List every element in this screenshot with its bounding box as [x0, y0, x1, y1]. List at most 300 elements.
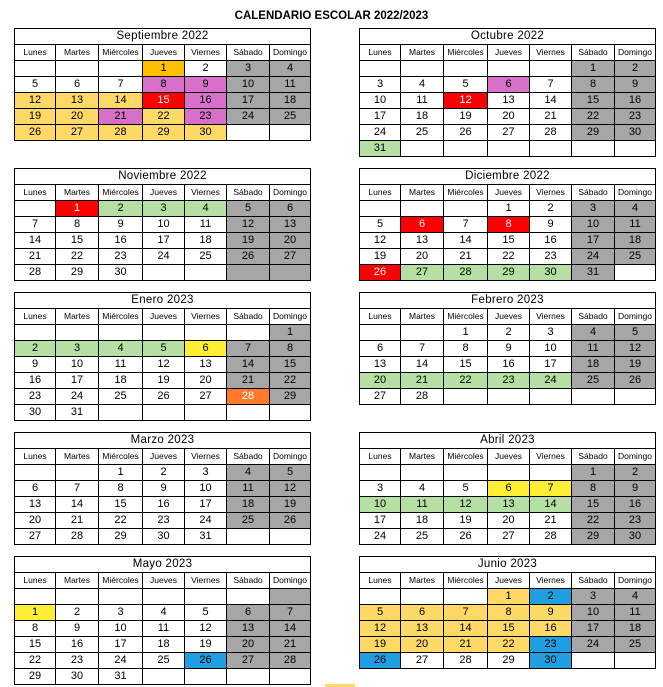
week-row [15, 109, 311, 125]
empty-cell [488, 465, 530, 481]
day-header: Jueves [143, 449, 185, 465]
week-row [15, 621, 311, 637]
day-cell: 19 [143, 373, 185, 389]
empty-cell [143, 325, 185, 341]
day-cell: 5 [185, 605, 227, 621]
week-row [360, 621, 656, 637]
week-row [15, 373, 311, 389]
day-cell: 13 [488, 497, 530, 513]
day-cell: 15 [444, 357, 488, 373]
day-cell: 25 [185, 249, 227, 265]
day-cell: 4 [615, 201, 656, 217]
week-row [15, 265, 311, 281]
day-cell: 12 [360, 621, 401, 637]
day-cell: 6 [360, 341, 401, 357]
day-cell: 1 [488, 201, 530, 217]
day-cell: 2 [530, 201, 572, 217]
day-cell: 21 [270, 637, 311, 653]
day-cell: 12 [185, 621, 227, 637]
empty-cell [488, 389, 530, 405]
day-cell: 22 [572, 109, 615, 125]
day-cell: 22 [488, 637, 530, 653]
day-cell: 3 [56, 341, 99, 357]
day-cell: 24 [530, 373, 572, 389]
month-title: Abril 2023 [360, 433, 656, 449]
day-cell: 27 [56, 125, 99, 141]
day-header: Sábado [227, 45, 270, 61]
day-cell: 25 [227, 513, 270, 529]
day-cell: 19 [360, 249, 401, 265]
day-header: Lunes [360, 185, 401, 201]
day-header: Sábado [572, 309, 615, 325]
empty-cell [270, 669, 311, 685]
day-cell: 11 [99, 357, 143, 373]
day-cell: 28 [99, 125, 143, 141]
day-cell: 21 [444, 249, 488, 265]
day-cell: 10 [530, 341, 572, 357]
empty-cell [360, 589, 401, 605]
day-cell: 10 [572, 217, 615, 233]
day-header: Miércoles [444, 185, 488, 201]
day-cell: 5 [444, 77, 488, 93]
week-row [15, 589, 311, 605]
day-cell: 17 [360, 513, 401, 529]
week-row [15, 529, 311, 545]
day-header: Viernes [185, 449, 227, 465]
day-cell: 8 [572, 77, 615, 93]
day-cell: 4 [401, 481, 444, 497]
day-cell: 14 [530, 497, 572, 513]
day-cell: 3 [360, 77, 401, 93]
day-cell: 23 [143, 513, 185, 529]
day-cell: 20 [15, 513, 56, 529]
week-row [360, 249, 656, 265]
day-cell: 21 [530, 109, 572, 125]
empty-cell [401, 589, 444, 605]
day-cell: 13 [360, 357, 401, 373]
day-header: Lunes [15, 309, 56, 325]
day-cell: 8 [99, 481, 143, 497]
day-cell: 25 [572, 373, 615, 389]
day-cell: 26 [444, 529, 488, 545]
empty-cell [530, 465, 572, 481]
week-row [15, 513, 311, 529]
day-cell: 20 [227, 637, 270, 653]
empty-cell [270, 405, 311, 421]
week-row [360, 233, 656, 249]
week-row [360, 125, 656, 141]
day-cell: 3 [99, 605, 143, 621]
day-cell: 23 [530, 249, 572, 265]
day-cell: 26 [270, 513, 311, 529]
day-cell: 4 [401, 77, 444, 93]
day-cell: 14 [56, 497, 99, 513]
day-cell: 22 [143, 109, 185, 125]
day-cell: 5 [227, 201, 270, 217]
day-cell: 16 [56, 637, 99, 653]
day-cell: 6 [488, 77, 530, 93]
day-cell: 15 [572, 93, 615, 109]
empty-cell [56, 589, 99, 605]
day-cell: 10 [360, 497, 401, 513]
empty-cell [615, 265, 656, 281]
day-cell: 16 [15, 373, 56, 389]
week-row [15, 481, 311, 497]
day-cell: 24 [143, 249, 185, 265]
day-cell: 31 [360, 141, 401, 157]
day-cell: 26 [143, 389, 185, 405]
day-cell: 19 [227, 233, 270, 249]
day-header: Lunes [360, 45, 401, 61]
day-cell: 17 [360, 109, 401, 125]
day-cell: 3 [572, 589, 615, 605]
day-cell: 30 [99, 265, 143, 281]
day-cell: 21 [530, 513, 572, 529]
day-cell: 14 [270, 621, 311, 637]
day-header: Domingo [615, 45, 656, 61]
empty-cell [143, 265, 185, 281]
empty-cell [360, 61, 401, 77]
day-header: Jueves [143, 573, 185, 589]
week-row [360, 529, 656, 545]
day-cell: 18 [270, 93, 311, 109]
page-title: CALENDARIO ESCOLAR 2022/2023 [234, 10, 429, 22]
empty-cell [401, 61, 444, 77]
day-cell: 27 [15, 529, 56, 545]
day-cell: 7 [15, 217, 56, 233]
day-cell: 12 [227, 217, 270, 233]
day-cell: 13 [270, 217, 311, 233]
day-header: Domingo [615, 309, 656, 325]
day-header: Lunes [15, 573, 56, 589]
day-header: Viernes [185, 573, 227, 589]
day-cell: 30 [56, 669, 99, 685]
day-header: Domingo [615, 185, 656, 201]
day-cell: 16 [488, 357, 530, 373]
day-cell: 8 [488, 605, 530, 621]
empty-cell [270, 125, 311, 141]
day-header: Domingo [270, 573, 311, 589]
day-cell: 7 [444, 605, 488, 621]
month-calendar [359, 28, 656, 157]
day-header: Domingo [270, 309, 311, 325]
day-cell: 26 [615, 373, 656, 389]
day-cell: 3 [227, 61, 270, 77]
day-header: Miércoles [99, 185, 143, 201]
day-header: Sábado [572, 185, 615, 201]
empty-cell [360, 325, 401, 341]
week-row [360, 217, 656, 233]
day-cell: 28 [227, 389, 270, 405]
day-cell: 25 [615, 249, 656, 265]
day-cell: 14 [99, 93, 143, 109]
day-header: Miércoles [99, 45, 143, 61]
day-cell: 21 [401, 373, 444, 389]
day-header: Viernes [530, 573, 572, 589]
empty-cell [444, 465, 488, 481]
day-cell [270, 265, 311, 281]
day-cell: 4 [227, 465, 270, 481]
month-title: Junio 2023 [360, 557, 656, 573]
day-cell [227, 265, 270, 281]
empty-cell [360, 465, 401, 481]
day-cell: 20 [56, 109, 99, 125]
day-cell: 23 [185, 109, 227, 125]
day-cell: 23 [615, 513, 656, 529]
empty-cell [99, 589, 143, 605]
day-cell: 9 [615, 481, 656, 497]
day-header: Viernes [185, 309, 227, 325]
day-cell: 2 [185, 61, 227, 77]
month-title: Noviembre 2022 [15, 169, 311, 185]
day-cell: 30 [530, 265, 572, 281]
day-cell: 28 [270, 653, 311, 669]
day-cell: 18 [401, 109, 444, 125]
day-header: Jueves [488, 185, 530, 201]
day-cell: 14 [227, 357, 270, 373]
day-cell: 8 [143, 77, 185, 93]
day-cell: 12 [270, 481, 311, 497]
empty-cell [15, 325, 56, 341]
day-cell: 10 [572, 605, 615, 621]
empty-cell [227, 669, 270, 685]
empty-cell [572, 389, 615, 405]
day-cell: 19 [15, 109, 56, 125]
day-header: Martes [401, 45, 444, 61]
day-cell: 7 [56, 481, 99, 497]
day-cell: 30 [185, 125, 227, 141]
day-cell: 16 [99, 233, 143, 249]
week-row [360, 141, 656, 157]
empty-cell [530, 389, 572, 405]
day-cell: 8 [444, 341, 488, 357]
day-cell: 23 [56, 653, 99, 669]
day-cell: 26 [360, 265, 401, 281]
month-calendar [14, 556, 311, 685]
empty-cell [185, 265, 227, 281]
day-cell: 5 [360, 217, 401, 233]
day-header: Sábado [227, 185, 270, 201]
week-row [15, 389, 311, 405]
day-header: Domingo [615, 449, 656, 465]
day-cell: 9 [185, 77, 227, 93]
week-row [360, 589, 656, 605]
day-cell: 24 [360, 529, 401, 545]
day-cell: 29 [99, 529, 143, 545]
day-cell: 27 [401, 265, 444, 281]
week-row [360, 513, 656, 529]
day-cell: 6 [185, 341, 227, 357]
day-header: Jueves [488, 309, 530, 325]
week-row [360, 109, 656, 125]
day-header: Miércoles [444, 449, 488, 465]
day-cell: 22 [99, 513, 143, 529]
day-cell: 24 [227, 109, 270, 125]
day-cell: 7 [227, 341, 270, 357]
day-cell: 24 [572, 637, 615, 653]
day-cell: 16 [530, 621, 572, 637]
day-cell: 23 [530, 637, 572, 653]
week-row [15, 357, 311, 373]
day-cell: 25 [615, 637, 656, 653]
day-cell: 23 [488, 373, 530, 389]
day-header: Viernes [530, 449, 572, 465]
day-cell: 6 [401, 217, 444, 233]
day-cell: 9 [99, 217, 143, 233]
day-cell: 20 [401, 249, 444, 265]
day-cell: 20 [488, 513, 530, 529]
day-header: Lunes [15, 45, 56, 61]
day-cell: 9 [15, 357, 56, 373]
day-cell: 30 [15, 405, 56, 421]
day-cell: 13 [15, 497, 56, 513]
day-cell: 5 [615, 325, 656, 341]
day-cell: 11 [143, 621, 185, 637]
day-header: Sábado [227, 309, 270, 325]
week-row [15, 669, 311, 685]
empty-cell [185, 405, 227, 421]
day-cell: 20 [488, 109, 530, 125]
month-calendar [359, 168, 656, 281]
day-cell: 31 [56, 405, 99, 421]
week-row [360, 637, 656, 653]
day-cell: 28 [444, 265, 488, 281]
day-cell: 29 [143, 125, 185, 141]
empty-cell [143, 589, 185, 605]
day-cell: 18 [615, 233, 656, 249]
day-cell: 19 [444, 513, 488, 529]
day-header: Miércoles [444, 45, 488, 61]
empty-cell [488, 61, 530, 77]
week-row [15, 325, 311, 341]
day-cell: 13 [401, 233, 444, 249]
day-cell: 16 [615, 497, 656, 513]
day-header: Miércoles [99, 309, 143, 325]
day-cell: 28 [15, 265, 56, 281]
day-cell: 29 [270, 389, 311, 405]
day-header: Jueves [488, 573, 530, 589]
day-cell: 29 [15, 669, 56, 685]
empty-cell [15, 201, 56, 217]
day-cell: 14 [15, 233, 56, 249]
day-header: Martes [401, 573, 444, 589]
day-header: Lunes [15, 449, 56, 465]
week-row [15, 125, 311, 141]
day-cell: 29 [572, 529, 615, 545]
week-row [360, 481, 656, 497]
day-cell: 2 [488, 325, 530, 341]
day-cell: 3 [530, 325, 572, 341]
day-cell: 5 [444, 481, 488, 497]
day-header: Lunes [360, 573, 401, 589]
empty-cell [401, 465, 444, 481]
day-header: Domingo [615, 573, 656, 589]
day-cell: 21 [56, 513, 99, 529]
empty-cell [615, 141, 656, 157]
day-cell: 6 [488, 481, 530, 497]
day-cell: 18 [99, 373, 143, 389]
day-cell: 27 [488, 125, 530, 141]
day-cell: 10 [99, 621, 143, 637]
day-cell: 22 [444, 373, 488, 389]
day-cell: 2 [15, 341, 56, 357]
day-header: Martes [56, 573, 99, 589]
day-cell: 25 [401, 529, 444, 545]
day-header: Jueves [143, 185, 185, 201]
day-cell: 27 [360, 389, 401, 405]
day-header: Sábado [572, 449, 615, 465]
day-cell: 1 [56, 201, 99, 217]
week-row [15, 201, 311, 217]
day-cell: 15 [99, 497, 143, 513]
empty-cell [401, 325, 444, 341]
empty-cell [444, 61, 488, 77]
day-cell: 11 [270, 77, 311, 93]
empty-cell [15, 589, 56, 605]
day-cell: 19 [185, 637, 227, 653]
day-cell: 25 [270, 109, 311, 125]
day-header: Martes [401, 185, 444, 201]
day-header: Jueves [143, 309, 185, 325]
day-cell: 14 [444, 621, 488, 637]
empty-cell [615, 653, 656, 669]
day-cell: 10 [227, 77, 270, 93]
day-header: Martes [56, 309, 99, 325]
empty-cell [227, 529, 270, 545]
day-cell: 30 [143, 529, 185, 545]
day-cell: 18 [143, 637, 185, 653]
day-header: Viernes [185, 45, 227, 61]
empty-cell [530, 141, 572, 157]
day-header: Jueves [488, 45, 530, 61]
empty-cell [444, 141, 488, 157]
day-cell: 6 [401, 605, 444, 621]
day-cell: 18 [401, 513, 444, 529]
day-cell: 31 [185, 529, 227, 545]
week-row [15, 605, 311, 621]
empty-cell [572, 141, 615, 157]
day-cell: 11 [401, 93, 444, 109]
day-cell: 25 [401, 125, 444, 141]
day-cell: 30 [530, 653, 572, 669]
week-row [360, 653, 656, 669]
week-row [15, 61, 311, 77]
day-header: Martes [401, 309, 444, 325]
week-row [15, 637, 311, 653]
day-header: Lunes [15, 185, 56, 201]
day-cell: 10 [185, 481, 227, 497]
day-header: Miércoles [444, 309, 488, 325]
day-cell: 17 [185, 497, 227, 513]
day-cell: 29 [56, 265, 99, 281]
empty-cell [185, 589, 227, 605]
day-cell: 24 [185, 513, 227, 529]
day-cell: 5 [15, 77, 56, 93]
week-row [15, 465, 311, 481]
day-cell: 13 [227, 621, 270, 637]
day-cell: 27 [185, 389, 227, 405]
day-cell: 22 [56, 249, 99, 265]
day-cell: 27 [488, 529, 530, 545]
week-row [360, 341, 656, 357]
month-title: Febrero 2023 [360, 293, 656, 309]
month-title: Diciembre 2022 [360, 169, 656, 185]
day-cell: 5 [270, 465, 311, 481]
day-cell: 2 [615, 61, 656, 77]
day-cell: 18 [185, 233, 227, 249]
day-cell: 15 [572, 497, 615, 513]
day-cell: 5 [360, 605, 401, 621]
